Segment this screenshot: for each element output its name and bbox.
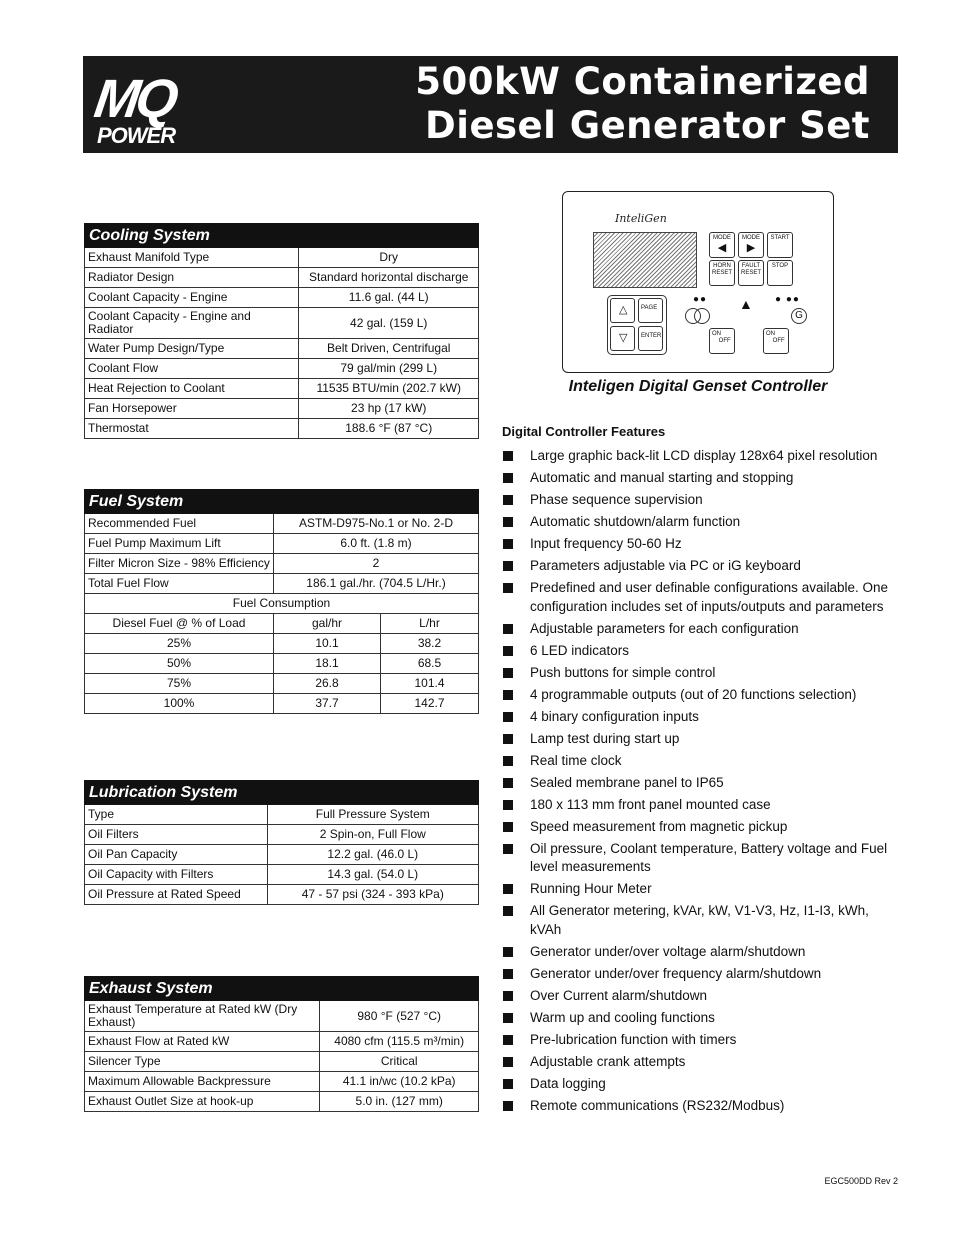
feature-item: 4 programmable outputs (out of 20 functions selection) [502, 686, 902, 705]
lubrication-system-table [84, 780, 479, 905]
feature-item: Push buttons for simple control [502, 664, 902, 683]
column-header: L/hr [381, 614, 479, 634]
page-header [83, 56, 898, 153]
spec-value: Dry [299, 248, 479, 268]
table-row [85, 359, 479, 379]
table-row [85, 1092, 479, 1112]
fuel-system-title: Fuel System [85, 490, 479, 514]
feature-item: 6 LED indicators [502, 642, 902, 661]
spec-label: Oil Capacity with Filters [85, 865, 268, 885]
cooling-system-title: Cooling System [85, 224, 479, 248]
spec-label: Oil Pressure at Rated Speed [85, 885, 268, 905]
table-row [85, 1052, 479, 1072]
lcd-display [593, 232, 697, 288]
mode-left-key: MODE ◀ [709, 232, 735, 258]
page-key: PAGE [638, 298, 663, 323]
feature-item: Pre-lubrication function with timers [502, 1031, 902, 1050]
table-row [85, 1072, 479, 1092]
feature-item: Automatic shutdown/alarm function [502, 513, 902, 532]
spec-value: 41.1 in/wc (10.2 kPa) [320, 1072, 479, 1092]
up-key [610, 298, 635, 323]
feature-item: Input frequency 50-60 Hz [502, 535, 902, 554]
spec-value: 6.0 ft. (1.8 m) [274, 534, 479, 554]
feature-item: Oil pressure, Coolant temperature, Battery voltage and Fuel level measurements [502, 840, 902, 877]
spec-label: Exhaust Manifold Type [85, 248, 299, 268]
table-row [85, 419, 479, 439]
feature-item: 180 x 113 mm front panel mounted case [502, 796, 902, 815]
spec-label: Type [85, 805, 268, 825]
table-row [85, 805, 479, 825]
table-cell: 37.7 [274, 694, 381, 714]
table-row [85, 339, 479, 359]
logo-power-text: POWER [97, 123, 176, 148]
revision-code: EGC500DD Rev 2 [824, 1176, 898, 1186]
spec-label: Coolant Capacity - Engine and Radiator [85, 308, 299, 339]
feature-item: Sealed membrane panel to IP65 [502, 774, 902, 793]
mq-power-logo [90, 69, 193, 148]
feature-item: Automatic and manual starting and stopping [502, 469, 902, 488]
table-cell: 26.8 [274, 674, 381, 694]
feature-item: Adjustable crank attempts [502, 1053, 902, 1072]
spec-value: Critical [320, 1052, 479, 1072]
mode-right-key: MODE ▶ [738, 232, 764, 258]
down-key [610, 326, 635, 351]
table-row [85, 1001, 479, 1032]
feature-item: Over Current alarm/shutdown [502, 987, 902, 1006]
spec-value: 79 gal/min (299 L) [299, 359, 479, 379]
features-list [502, 447, 902, 1119]
spec-value: Standard horizontal discharge [299, 268, 479, 288]
table-row [85, 885, 479, 905]
exhaust-system-title: Exhaust System [85, 977, 479, 1001]
controller-brand: InteliGen [615, 212, 667, 225]
lubrication-system-title: Lubrication System [85, 781, 479, 805]
spec-value: 11.6 gal. (44 L) [299, 288, 479, 308]
mains-onoff-key: ON OFF [709, 328, 735, 354]
spec-value: 23 hp (17 kW) [299, 399, 479, 419]
feature-item: Speed measurement from magnetic pickup [502, 818, 902, 837]
feature-item: All Generator metering, kVAr, kW, V1-V3, Hz, I1-I3, kWh, kVAh [502, 902, 902, 939]
mains-symbol-icon-2 [694, 308, 710, 324]
triangle-down-icon: ▽ [619, 332, 628, 344]
table-row [85, 399, 479, 419]
spec-label: Fan Horsepower [85, 399, 299, 419]
table-cell: 50% [85, 654, 274, 674]
table-row [85, 1032, 479, 1052]
table-row [85, 514, 479, 534]
table-row [85, 574, 479, 594]
spec-label: Maximum Allowable Backpressure [85, 1072, 320, 1092]
feature-item: Lamp test during start up [502, 730, 902, 749]
spec-value: Belt Driven, Centrifugal [299, 339, 479, 359]
table-cell: 68.5 [381, 654, 479, 674]
feature-item: Running Hour Meter [502, 880, 902, 899]
table-header-row [85, 614, 479, 634]
enter-key: ENTER [638, 326, 663, 351]
column-header: Diesel Fuel @ % of Load [85, 614, 274, 634]
spec-label: Total Fuel Flow [85, 574, 274, 594]
led-indicators-left: ●● [693, 294, 708, 305]
spec-label: Fuel Pump Maximum Lift [85, 534, 274, 554]
spec-value: 5.0 in. (127 mm) [320, 1092, 479, 1112]
arrow-up-icon: ▲ [739, 296, 753, 312]
spec-label: Silencer Type [85, 1052, 320, 1072]
column-header: gal/hr [274, 614, 381, 634]
spec-label: Exhaust Flow at Rated kW [85, 1032, 320, 1052]
table-row [85, 268, 479, 288]
arrow-right-icon: ▶ [746, 242, 756, 254]
spec-label: Thermostat [85, 419, 299, 439]
spec-value: ASTM-D975-No.1 or No. 2-D [274, 514, 479, 534]
logo-mq-text: MQ [90, 69, 179, 129]
spec-value: 14.3 gal. (54.0 L) [267, 865, 478, 885]
stop-key: STOP [767, 260, 793, 286]
spec-value: 186.1 gal./hr. (704.5 L/Hr.) [274, 574, 479, 594]
table-row [85, 554, 479, 574]
navigation-pad [607, 295, 667, 355]
title-line-2: Diesel Generator Set [425, 104, 870, 147]
spec-value: 42 gal. (159 L) [299, 308, 479, 339]
spec-label: Coolant Flow [85, 359, 299, 379]
led-indicators-right: ● ●● [775, 294, 800, 305]
table-row [85, 825, 479, 845]
table-cell: 18.1 [274, 654, 381, 674]
triangle-up-icon: △ [619, 304, 628, 316]
spec-label: Recommended Fuel [85, 514, 274, 534]
feature-item: Generator under/over frequency alarm/shutdown [502, 965, 902, 984]
table-row [85, 379, 479, 399]
horn-reset-key: HORN RESET [709, 260, 735, 286]
features-title: Digital Controller Features [502, 424, 666, 439]
arrow-left-icon: ◀ [717, 242, 727, 254]
page-title [415, 60, 870, 148]
feature-item: Phase sequence supervision [502, 491, 902, 510]
feature-item: Generator under/over voltage alarm/shutdown [502, 943, 902, 962]
table-cell: 100% [85, 694, 274, 714]
feature-item: 4 binary configuration inputs [502, 708, 902, 727]
spec-label: Coolant Capacity - Engine [85, 288, 299, 308]
spec-label: Radiator Design [85, 268, 299, 288]
spec-label: Oil Filters [85, 825, 268, 845]
fault-reset-key: FAULT RESET [738, 260, 764, 286]
table-row [85, 288, 479, 308]
table-cell: 25% [85, 634, 274, 654]
spec-value: 12.2 gal. (46.0 L) [267, 845, 478, 865]
spec-value: 980 °F (527 °C) [320, 1001, 479, 1032]
exhaust-system-table [84, 976, 479, 1112]
spec-value: 2 [274, 554, 479, 574]
table-row [85, 634, 479, 654]
spec-value: 4080 cfm (115.5 m³/min) [320, 1032, 479, 1052]
spec-label: Oil Pan Capacity [85, 845, 268, 865]
feature-item: Large graphic back-lit LCD display 128x64 pixel resolution [502, 447, 902, 466]
table-row [85, 534, 479, 554]
spec-value: 11535 BTU/min (202.7 kW) [299, 379, 479, 399]
spec-label: Water Pump Design/Type [85, 339, 299, 359]
spec-value: 47 - 57 psi (324 - 393 kPa) [267, 885, 478, 905]
spec-value: Full Pressure System [267, 805, 478, 825]
table-row [85, 674, 479, 694]
cooling-system-table [84, 223, 479, 439]
spec-value: 188.6 °F (87 °C) [299, 419, 479, 439]
title-line-1: 500kW Containerized [415, 60, 870, 103]
table-row [85, 694, 479, 714]
spec-value: 2 Spin-on, Full Flow [267, 825, 478, 845]
start-key: START [767, 232, 793, 258]
table-row [85, 248, 479, 268]
fuel-system-table [84, 489, 479, 714]
feature-item: Parameters adjustable via PC or iG keyboard [502, 557, 902, 576]
feature-item: Adjustable parameters for each configuration [502, 620, 902, 639]
table-cell: 75% [85, 674, 274, 694]
feature-item: Predefined and user definable configurations available. One configuration includes set of inputs/outputs and parameters [502, 579, 902, 616]
table-cell: 142.7 [381, 694, 479, 714]
table-cell: 38.2 [381, 634, 479, 654]
feature-item: Remote communications (RS232/Modbus) [502, 1097, 902, 1116]
table-row [85, 308, 479, 339]
fuel-consumption-label: Fuel Consumption [85, 594, 479, 614]
spec-label: Filter Micron Size - 98% Efficiency [85, 554, 274, 574]
spec-label: Exhaust Temperature at Rated kW (Dry Exhaust) [85, 1001, 320, 1032]
generator-symbol-icon: G [791, 308, 807, 324]
feature-item: Data logging [502, 1075, 902, 1094]
gen-onoff-key: ON OFF [763, 328, 789, 354]
feature-item: Real time clock [502, 752, 902, 771]
table-row [85, 845, 479, 865]
controller-caption: Inteligen Digital Genset Controller [568, 378, 828, 395]
feature-item: Warm up and cooling functions [502, 1009, 902, 1028]
controller-illustration [562, 191, 834, 373]
spec-label: Heat Rejection to Coolant [85, 379, 299, 399]
spec-label: Exhaust Outlet Size at hook-up [85, 1092, 320, 1112]
table-row [85, 865, 479, 885]
table-cell: 101.4 [381, 674, 479, 694]
table-row [85, 594, 479, 614]
table-row [85, 654, 479, 674]
table-cell: 10.1 [274, 634, 381, 654]
